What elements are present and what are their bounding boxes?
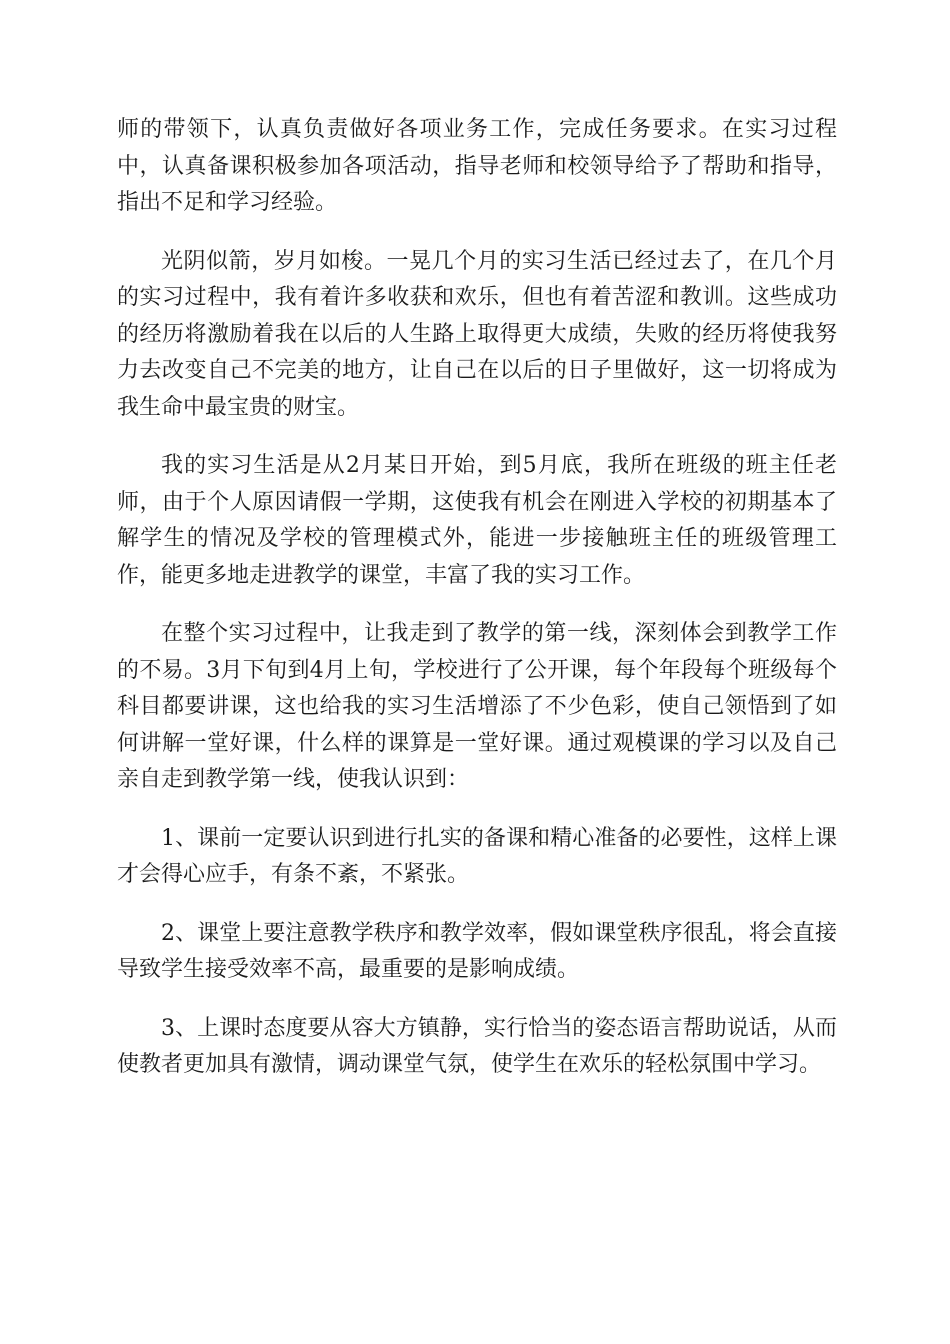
paragraph-1: 师的带领下，认真负责做好各项业务工作，完成任务要求。在实习过程中，认真备课积极参加各项活动，指导老师和校领导给予了帮助和指导，指出不足和学习经验。	[117, 117, 837, 215]
paragraph-3: 我的实习生活是从2月某日开始，到5月底，我所在班级的班主任老师，由于个人原因请假一学期，这使我有机会在刚进入学校的初期基本了解学生的情况及学校的管理模式外，能进一步接触班主任的班级管理工作，能更多地走进教学的课堂，丰富了我的实习工作。	[117, 453, 837, 588]
list-item-3: 3、上课时态度要从容大方镇静，实行恰当的姿态语言帮助说话，从而使教者更加具有激情，调动课堂气氛，使学生在欢乐的轻松氛围中学习。	[117, 1015, 837, 1077]
paragraph-4: 在整个实习过程中，让我走到了教学的第一线，深刻体会到教学工作的不易。3月下旬到4月上旬，学校进行了公开课，每个年段每个班级每个科目都要讲课，这也给我的实习生活增添了不少色彩，使自己领悟到了如何讲解一堂好课，什么样的课算是一堂好课。通过观模课的学习以及自己亲自走到教学第一线，使我认识到：	[117, 621, 837, 792]
list-item-1: 1、课前一定要认识到进行扎实的备课和精心准备的必要性，这样上课才会得心应手，有条不紊，不紧张。	[117, 825, 837, 887]
document-body	[117, 112, 837, 1106]
list-item-2: 2、课堂上要注意教学秩序和教学效率，假如课堂秩序很乱，将会直接导致学生接受效率不高，最重要的是影响成绩。	[117, 920, 837, 982]
paragraph-2: 光阴似箭，岁月如梭。一晃几个月的实习生活已经过去了，在几个月的实习过程中，我有着许多收获和欢乐，但也有着苦涩和教训。这些成功的经历将激励着我在以后的人生路上取得更大成绩，失败的经历将使我努力去改变自己不完美的地方，让自己在以后的日子里做好，这一切将成为我生命中最宝贵的财宝。	[117, 248, 837, 420]
